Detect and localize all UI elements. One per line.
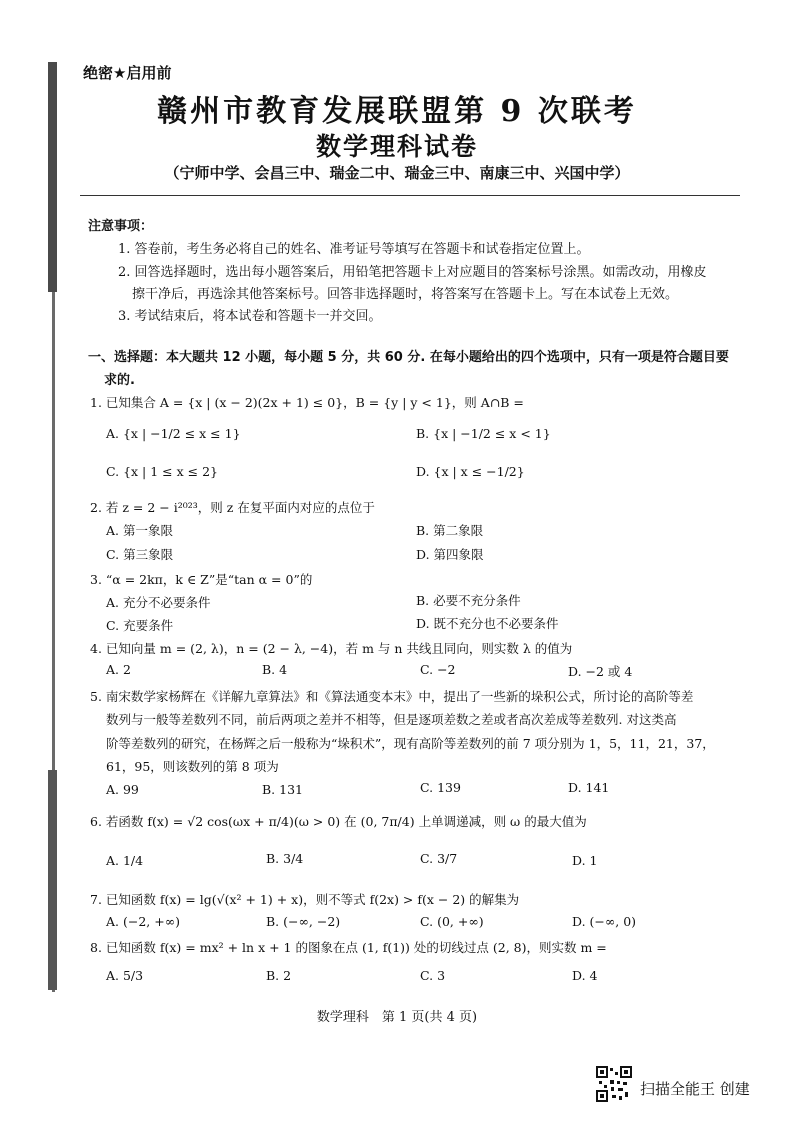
question-6-option-b: B. 3/4 <box>266 851 304 866</box>
question-6-option-c: C. 3/7 <box>420 851 458 866</box>
question-1-stem: 1. 已知集合 A = {x | (x − 2)(2x + 1) ≤ 0}，B = {y | y < 1}，则 A∩B = <box>90 395 524 410</box>
question-7-option-d: D. (−∞, 0) <box>572 914 637 929</box>
question-4-option-a: A. 2 <box>106 662 131 677</box>
scan-margin-bar-bottom <box>48 770 57 990</box>
exam-subtitle: 数学理科试卷 <box>315 132 478 161</box>
question-8-option-a: A. 5/3 <box>106 968 144 983</box>
question-8-option-c: C. 3 <box>420 968 446 983</box>
question-6-stem: 6. 若函数 f(x) = √2 cos(ωx + π/4)(ω > 0) 在 (0, 7π/4) 上单调递减，则 ω 的最大值为 <box>90 814 587 829</box>
school-list: （宁师中学、会昌三中、瑞金二中、瑞金三中、南康三中、兴国中学） <box>164 164 630 182</box>
question-4-option-b: B. 4 <box>262 662 288 677</box>
question-2-option-d: D. 第四象限 <box>416 547 484 562</box>
question-3-option-a: A. 充分不必要条件 <box>106 595 211 610</box>
notice-heading: 注意事项： <box>88 219 154 234</box>
question-7-option-a: A. (−2, +∞) <box>106 914 180 929</box>
question-5-option-a: A. 99 <box>106 782 139 797</box>
question-4-option-c: C. −2 <box>420 662 456 677</box>
question-3-option-c: C. 充要条件 <box>106 618 174 633</box>
section-heading: 一、选择题：本大题共 12 小题，每小题 5 分，共 60 分. 在每小题给出的四个选项中，只有一项是符合题目要 <box>88 350 729 365</box>
question-3-option-b: B. 必要不充分条件 <box>416 593 521 608</box>
question-3-stem: 3. “α = 2kπ，k ∈ Z”是“tan α = 0”的 <box>90 572 313 587</box>
question-5-stem-cont: 数列与一般等差数列不同，前后两项之差并不相等，但是逐项差数之差或者高次差成等差数列. 对这类高 <box>106 712 677 727</box>
question-2-stem: 2. 若 z = 2 − i²⁰²³，则 z 在复平面内对应的点位于 <box>90 500 375 515</box>
question-1-option-d: D. {x | x ≤ −1/2} <box>416 464 525 479</box>
watermark-text: 扫描全能王 创建 <box>640 1080 750 1098</box>
question-4-option-d: D. −2 或 4 <box>568 664 633 679</box>
question-6-option-a: A. 1/4 <box>106 853 144 868</box>
header-divider <box>80 195 740 196</box>
question-5-option-d: D. 141 <box>568 780 610 795</box>
notice-item: 2. 回答选择题时，选出每小题答案后，用铅笔把答题卡上对应题目的答案标号涂黑。如需改动，用橡皮 <box>118 265 707 280</box>
question-2-option-b: B. 第二象限 <box>416 523 484 538</box>
page-footer: 数学理科 第 1 页(共 4 页) <box>316 1010 478 1025</box>
secret-label: 绝密★启用前 <box>83 64 172 82</box>
question-6-option-d: D. 1 <box>572 853 598 868</box>
question-7-option-b: B. (−∞, −2) <box>266 914 341 929</box>
question-8-stem: 8. 已知函数 f(x) = mx² + ln x + 1 的图象在点 (1, f(1)) 处的切线过点 (2, 8)，则实数 m = <box>90 940 607 955</box>
question-7-stem: 7. 已知函数 f(x) = lg(√(x² + 1) + x)，则不等式 f(2x) > f(x − 2) 的解集为 <box>90 892 520 907</box>
question-3-option-d: D. 既不充分也不必要条件 <box>416 616 559 631</box>
notice-item: 擦干净后，再选涂其他答案标号。回答非选择题时，将答案写在答题卡上。写在本试卷上无效。 <box>132 287 679 302</box>
question-5-stem-cont: 阶等差数列的研究，在杨辉之后一般称为“垛积术”，现有高阶等差数列的前 7 项分别为 1，5，11，21，37， <box>106 736 715 751</box>
question-8-option-b: B. 2 <box>266 968 292 983</box>
exam-title: 赣州市教育发展联盟第 9 次联考 <box>157 94 637 129</box>
question-5-option-c: C. 139 <box>420 780 461 795</box>
qr-code-icon <box>596 1066 632 1102</box>
question-1-option-b: B. {x | −1/2 ≤ x < 1} <box>416 426 551 441</box>
question-8-option-d: D. 4 <box>572 968 598 983</box>
question-5-option-b: B. 131 <box>262 782 303 797</box>
question-1-option-c: C. {x | 1 ≤ x ≤ 2} <box>106 464 218 479</box>
question-2-option-c: C. 第三象限 <box>106 547 174 562</box>
question-5-stem-cont: 61，95，则该数列的第 8 项为 <box>106 759 279 774</box>
question-5-stem: 5. 南宋数学家杨辉在《详解九章算法》和《算法通变本末》中，提出了一些新的垛积公式，所讨论的高阶等差 <box>90 689 694 704</box>
question-7-option-c: C. (0, +∞) <box>420 914 484 929</box>
section-heading-cont: 求的. <box>104 373 135 388</box>
question-2-option-a: A. 第一象限 <box>106 523 173 538</box>
question-1-option-a: A. {x | −1/2 ≤ x ≤ 1} <box>106 426 241 441</box>
notice-item: 1. 答卷前，考生务必将自己的姓名、准考证号等填写在答题卡和试卷指定位置上。 <box>118 242 590 257</box>
notice-item: 3. 考试结束后，将本试卷和答题卡一并交回。 <box>118 309 382 324</box>
question-4-stem: 4. 已知向量 m = (2, λ)，n = (2 − λ, −4)，若 m 与 n 共线且同向，则实数 λ 的值为 <box>90 641 573 656</box>
